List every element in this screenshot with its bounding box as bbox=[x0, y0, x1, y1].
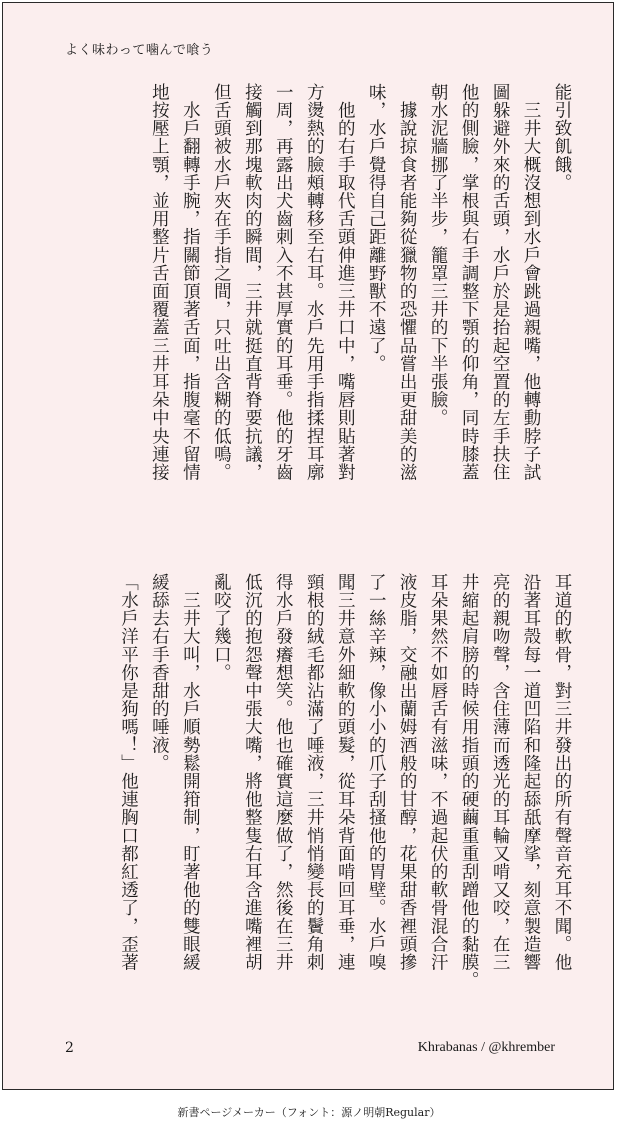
paragraph: 「水戶洋平你是狗嗎！」他連胸口都紅透了，歪著 bbox=[118, 573, 139, 972]
generator-caption: 新書ページメーカー（フォント：源ノ明朝Regular） bbox=[177, 1106, 441, 1119]
paragraph: 他的右手取代舌頭伸進三井口中，嘴唇則貼著對 方燙熱的臉頰轉移至右耳。水戶先用手指揉捏耳廓 一周，再露出犬齒刺入不甚厚實的耳垂。他的牙齒 接觸到那塊軟肉的瞬間，三井就挺直背脊要抗議， 但舌頭被水戶夾在手指之間，只吐出含糊的低鳴。 bbox=[211, 83, 356, 482]
page-header-title: よく味わって噛んで喰う bbox=[65, 43, 214, 58]
text-block-top bbox=[57, 83, 577, 548]
book-page bbox=[2, 2, 614, 1090]
text-block-bottom bbox=[57, 573, 577, 1038]
page-number: 2 bbox=[65, 1040, 74, 1056]
paragraph: 水戶翻轉手腕，指關節頂著舌面，指腹毫不留情 地按壓上顎，並用整片舌面覆蓋三井耳朵中央連接 bbox=[149, 83, 201, 482]
vertical-text-top bbox=[57, 83, 577, 548]
author-credit: Khrabanas / @khrember bbox=[417, 1040, 555, 1055]
vertical-text-bottom bbox=[57, 573, 577, 1038]
paragraph: 能引致飢餓。 bbox=[552, 83, 572, 192]
paragraph: 三井大叫，水戶順勢鬆開箝制，盯著他的雙眼緩 緩舔去右手香甜的唾液。 bbox=[149, 573, 201, 972]
paragraph: 三井大概沒想到水戶會跳過親嘴，他轉動脖子試 圖躲避外來的舌頭，水戶於是抬起空置的左手扶住 他的側臉，掌根與右手調整下顎的仰角，同時膝蓋 朝水泥牆挪了半步，籠罩三井的下半張臉。 bbox=[428, 83, 542, 482]
paragraph: 據說掠食者能夠從獵物的恐懼品嘗出更甜美的滋 味，水戶覺得自己距離野獸不遠了。 bbox=[366, 83, 418, 482]
paragraph: 耳道的軟骨，對三井發出的所有聲音充耳不聞。他 沿著耳殼每一道凹陷和隆起舔舐摩挲，刻意製造響 亮的親吻聲，含住薄而透光的耳輪又啃又咬，在三 井縮起肩膀的時候用指頭的硬繭重重刮蹭他的黏膜。 耳朵果然不如唇舌有滋味，不過起伏的軟骨混合汗 液皮脂，交融出蘭姆酒般的甘醇，花果甜香裡頭摻 了一絲辛辣，像小小的爪子刮搔他的胃壁。水戶嗅 聞三井意外細軟的頭髮，從耳朵背面啃回耳垂，連 頸根的絨毛都沾滿了唾液，三井悄悄變長的鬢角刺 得水戶發癢想笑。他也確實這麼做了，然後在三井 低沉的抱怨聲中張大嘴，將他整隻右耳含進嘴裡胡 亂咬了幾口。 bbox=[211, 573, 572, 990]
